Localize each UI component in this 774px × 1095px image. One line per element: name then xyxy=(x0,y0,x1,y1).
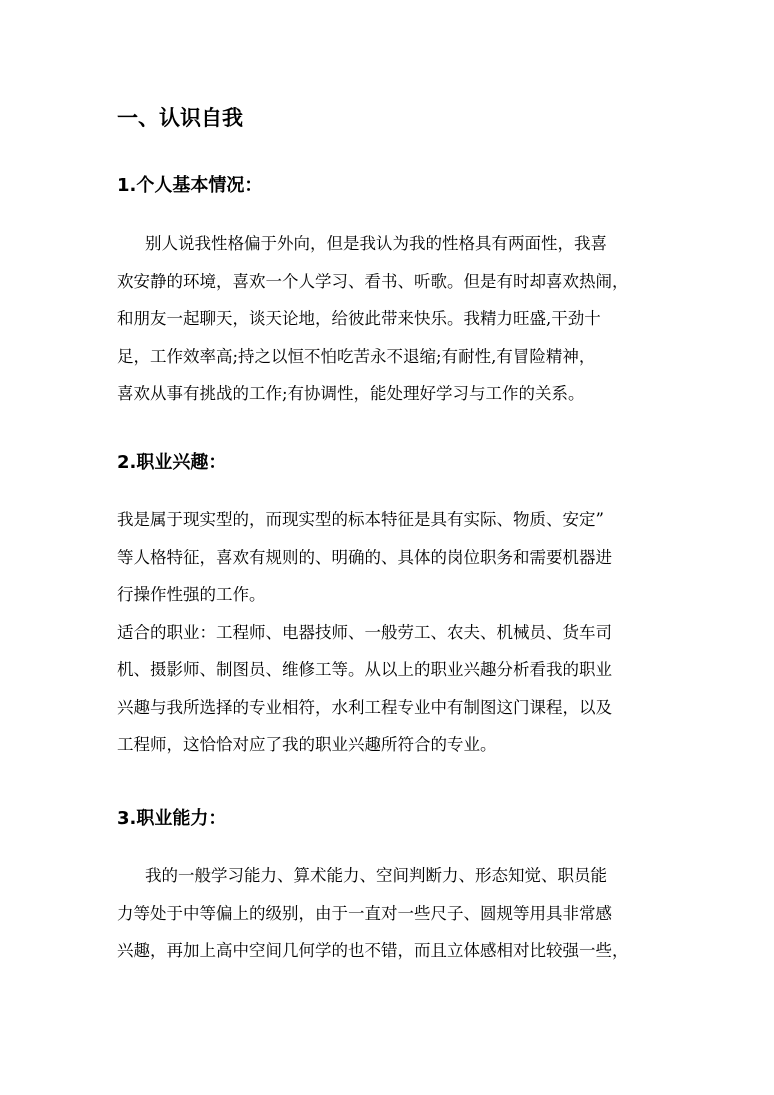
paragraph-line: 工程师，这恰恰对应了我的职业兴趣所符合的专业。 xyxy=(117,735,497,754)
section-title-career-ability: 3.职业能力： xyxy=(117,808,227,829)
paragraph-line: 我是属于现实型的，而现实型的标本特征是具有实际、物质、安定” xyxy=(117,510,604,529)
paragraph-line: 行操作性强的工作。 xyxy=(117,585,266,604)
section-title-career-interest: 2.职业兴趣： xyxy=(117,452,227,473)
paragraph-line: 欢安静的环境，喜欢一个人学习、看书、听歌。但是有时却喜欢热闹， xyxy=(117,271,629,291)
document-heading: 一、认识自我 xyxy=(117,106,243,130)
paragraph-line: 喜欢从事有挑战的工作;有协调性，能处理好学习与工作的关系。 xyxy=(117,384,585,403)
section-title-personal-info: 1.个人基本情况： xyxy=(117,175,263,196)
paragraph-line: 和朋友一起聊天，谈天论地，给彼此带来快乐。我精力旺盛,干劲十 xyxy=(117,309,601,328)
paragraph-line: 我的一般学习能力、算术能力、空间判断力、形态知觉、职员能 xyxy=(145,866,607,885)
paragraph-line: 力等处于中等偏上的级别，由于一直对一些尺子、圆规等用具非常感 xyxy=(117,903,612,923)
paragraph-line: 足，工作效率高;持之以恒不怕吃苦永不退缩;有耐性,有冒险精神， xyxy=(117,346,596,366)
paragraph-line: 机、摄影师、制图员、维修工等。从以上的职业兴趣分析看我的职业 xyxy=(117,660,612,679)
paragraph-line: 兴趣，再加上高中空间几何学的也不错，而且立体感相对比较强一些， xyxy=(117,941,629,960)
section-paragraph-career-ability xyxy=(117,857,662,970)
section-paragraph-career-interest xyxy=(117,501,662,764)
paragraph-line: 兴趣与我所选择的专业相符，水利工程专业中有制图这门课程，以及 xyxy=(117,697,612,717)
section-paragraph-personal-info xyxy=(117,225,662,413)
paragraph-line: 别人说我性格偏于外向，但是我认为我的性格具有两面性，我喜 xyxy=(145,234,607,253)
paragraph-line: 适合的职业：工程师、电器技师、一般劳工、农夫、机械员、货车司 xyxy=(117,622,612,642)
paragraph-line: 等人格特征，喜欢有规则的、明确的、具体的岗位职务和需要机器进 xyxy=(117,547,612,567)
